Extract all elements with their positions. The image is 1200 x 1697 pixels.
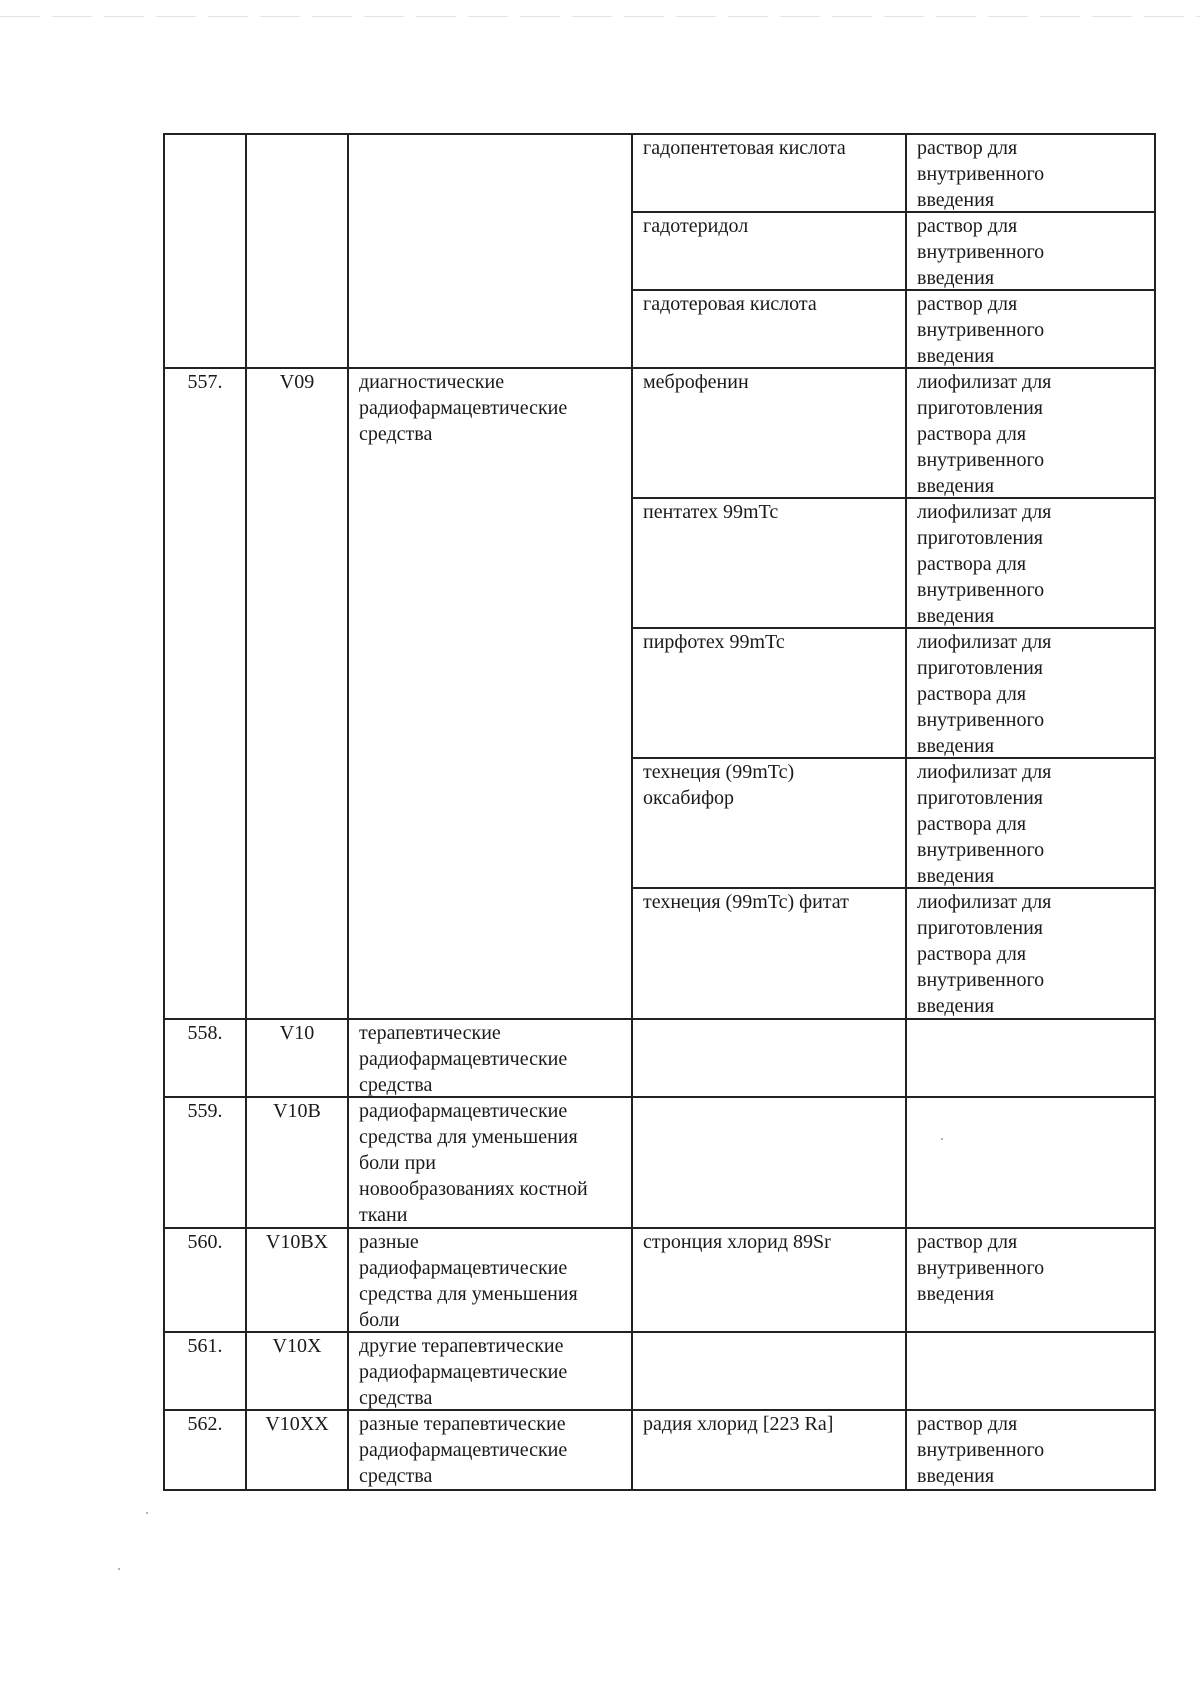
atc-code [247, 499, 349, 629]
table-row [165, 1098, 1156, 1229]
dosage-form: лиофилизат для приготовления раствора для внутривенного введения [907, 629, 1156, 759]
atc-code: V10X [247, 1333, 349, 1411]
row-number [165, 135, 247, 213]
dosage-form: раствор для внутривенного введения [907, 135, 1156, 213]
dosage-form [907, 1098, 1156, 1229]
table-row [165, 1333, 1156, 1411]
atc-code [247, 291, 349, 369]
dosage-form: раствор для внутривенного введения [907, 1411, 1156, 1491]
atc-code: V10B [247, 1098, 349, 1229]
atc-code [247, 629, 349, 759]
row-number [165, 629, 247, 759]
drug-name [633, 1333, 907, 1411]
dosage-form: лиофилизат для приготовления раствора для внутривенного введения [907, 759, 1156, 889]
atc-code: V09 [247, 369, 349, 499]
table-row [165, 759, 1156, 889]
atc-group: радиофармацевтические средства для уменьшения боли при новообразованиях костной ткани [349, 1098, 633, 1229]
row-number [165, 213, 247, 291]
atc-code [247, 889, 349, 1020]
drug-name [633, 1098, 907, 1229]
dosage-form: раствор для внутривенного введения [907, 1229, 1156, 1333]
atc-code: V10BX [247, 1229, 349, 1333]
drug-name: технеция (99mTc) оксабифор [633, 759, 907, 889]
row-number [165, 499, 247, 629]
drug-table [163, 133, 1156, 1491]
drug-name: пентатех 99mTc [633, 499, 907, 629]
table-row [165, 291, 1156, 369]
row-number [165, 889, 247, 1020]
dosage-form: лиофилизат для приготовления раствора для внутривенного введения [907, 369, 1156, 499]
atc-group [349, 499, 633, 629]
table-row [165, 889, 1156, 1020]
drug-name: меброфенин [633, 369, 907, 499]
drug-name [633, 1020, 907, 1098]
atc-group [349, 213, 633, 291]
row-number: 562. [165, 1411, 247, 1491]
table-row [165, 1411, 1156, 1491]
row-number: 559. [165, 1098, 247, 1229]
atc-group [349, 629, 633, 759]
dosage-form [907, 1020, 1156, 1098]
drug-name: технеция (99mTc) фитат [633, 889, 907, 1020]
drug-name: гадопентетовая кислота [633, 135, 907, 213]
drug-name: гадотеридол [633, 213, 907, 291]
row-number: 560. [165, 1229, 247, 1333]
table-row [165, 135, 1156, 213]
row-number [165, 291, 247, 369]
table-row [165, 629, 1156, 759]
dosage-form: раствор для внутривенного введения [907, 213, 1156, 291]
scan-speck [941, 1138, 943, 1140]
atc-group [349, 291, 633, 369]
table-row [165, 213, 1156, 291]
table-row [165, 499, 1156, 629]
table-row [165, 369, 1156, 499]
scan-edge-line [0, 16, 1200, 17]
atc-group: разные радиофармацевтические средства для уменьшения боли [349, 1229, 633, 1333]
row-number [165, 759, 247, 889]
table-row [165, 1020, 1156, 1098]
atc-code [247, 135, 349, 213]
atc-code: V10 [247, 1020, 349, 1098]
dosage-form: лиофилизат для приготовления раствора для внутривенного введения [907, 889, 1156, 1020]
atc-group: другие терапевтические радиофармацевтические средства [349, 1333, 633, 1411]
scan-speck [118, 1568, 120, 1570]
atc-group: терапевтические радиофармацевтические средства [349, 1020, 633, 1098]
atc-group [349, 135, 633, 213]
row-number: 557. [165, 369, 247, 499]
dosage-form: раствор для внутривенного введения [907, 291, 1156, 369]
table-row [165, 1229, 1156, 1333]
row-number: 558. [165, 1020, 247, 1098]
atc-code [247, 213, 349, 291]
drug-name: стронция хлорид 89Sr [633, 1229, 907, 1333]
dosage-form [907, 1333, 1156, 1411]
scan-speck [146, 1512, 148, 1514]
atc-code [247, 759, 349, 889]
row-number: 561. [165, 1333, 247, 1411]
atc-group [349, 759, 633, 889]
atc-code: V10XX [247, 1411, 349, 1491]
drug-name: пирфотех 99mTc [633, 629, 907, 759]
atc-group [349, 889, 633, 1020]
atc-group: диагностические радиофармацевтические средства [349, 369, 633, 499]
dosage-form: лиофилизат для приготовления раствора для внутривенного введения [907, 499, 1156, 629]
drug-name: гадотеровая кислота [633, 291, 907, 369]
atc-group: разные терапевтические радиофармацевтические средства [349, 1411, 633, 1491]
drug-name: радия хлорид [223 Ra] [633, 1411, 907, 1491]
